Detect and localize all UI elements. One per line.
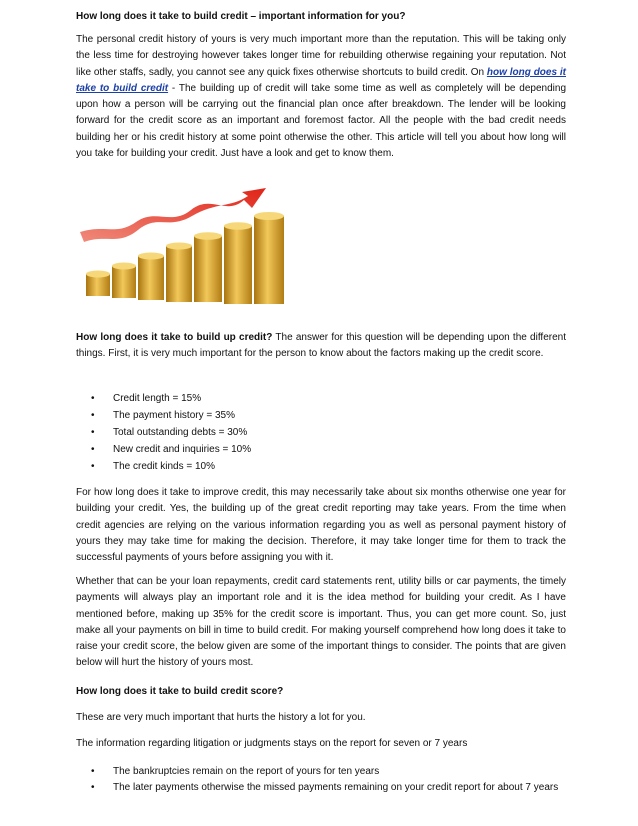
intro-text-2: - The building up of credit will take some time as well as completely will be depending upon how a person will be carrying out the financial plan once after breakdown. The lender will be looking forward for the credit score as an important and foremost factor. All the people with the bad credit needs building her or his credit history at some point otherwise the other. This article will tell you about how long will you take for building your credit. Just have a look and get to know them. xyxy=(76,82,566,160)
credit-factors-list xyxy=(76,390,566,475)
section2-heading: How long does it take to build up credit? xyxy=(76,332,273,343)
intro-link[interactable]: how long does it take to build credit xyxy=(76,66,566,94)
list-item: • Total outstanding debts = 30% xyxy=(76,424,566,441)
document-title: How long does it take to build credit – important information for you? xyxy=(76,11,406,22)
list-item: • The payment history = 35% xyxy=(76,407,566,424)
payments-paragraph: Whether that can be your loan repayments, credit card statements rent, utility bills or car payments, the timely payments will always play an important role and it is the idea method for building your credit. As I have mentioned before, making up 35% for the credit score is important. Thus, you can get more count. So, just make all your payments on bill in time to build credit. For making yourself comprehend how long does it take to raise your credit score, the below given are some of the important things to consider. The points that are given below will hurt the history of yours most. xyxy=(76,576,566,669)
list-item: • The credit kinds = 10% xyxy=(76,458,566,475)
list-item: • New credit and inquiries = 10% xyxy=(76,441,566,458)
list-item: • Credit length = 15% xyxy=(76,390,566,407)
hurts-list xyxy=(76,764,566,796)
section3-heading: How long does it take to build credit score? xyxy=(76,686,284,697)
list-item: • The later payments otherwise the missed payments remaining on your credit report for about 7 years xyxy=(76,780,566,796)
improve-credit-paragraph: For how long does it take to improve credit, this may necessarily take about six months otherwise one year for building your credit. Yes, the building up of the great credit reporting may take years. From the time when credit agencies are relying on the various information regarding you as well as personal payment history of yours they may take time for making the decision. Therefore, it may take longer time for them to track the successful payments of yours before assigning you with it. xyxy=(76,487,566,564)
litigation-paragraph: The information regarding litigation or judgments stays on the report for seven or 7 years xyxy=(76,738,468,749)
intro-text-1: The personal credit history of yours is very much important more than the reputation. This will be taking only the less time for destroying however takes longer time for rebuilding otherwise regaining your reputation. Not like other staffs, sadly, you cannot see any quick fixes otherwise shortcuts to build credit. On xyxy=(76,34,566,78)
hurts-intro-paragraph: These are very much important that hurts the history a lot for you. xyxy=(76,712,366,723)
section2-text: The answer for this question will be depending upon the different things. First, it is very much important for the person to know about the factors making up the credit score. xyxy=(76,332,566,360)
section2-paragraph xyxy=(76,330,566,363)
coin-stacks xyxy=(86,212,284,304)
list-item: • The bankruptcies remain on the report of yours for ten years xyxy=(76,764,566,780)
credit-growth-illustration xyxy=(76,186,331,311)
intro-paragraph xyxy=(76,32,566,162)
